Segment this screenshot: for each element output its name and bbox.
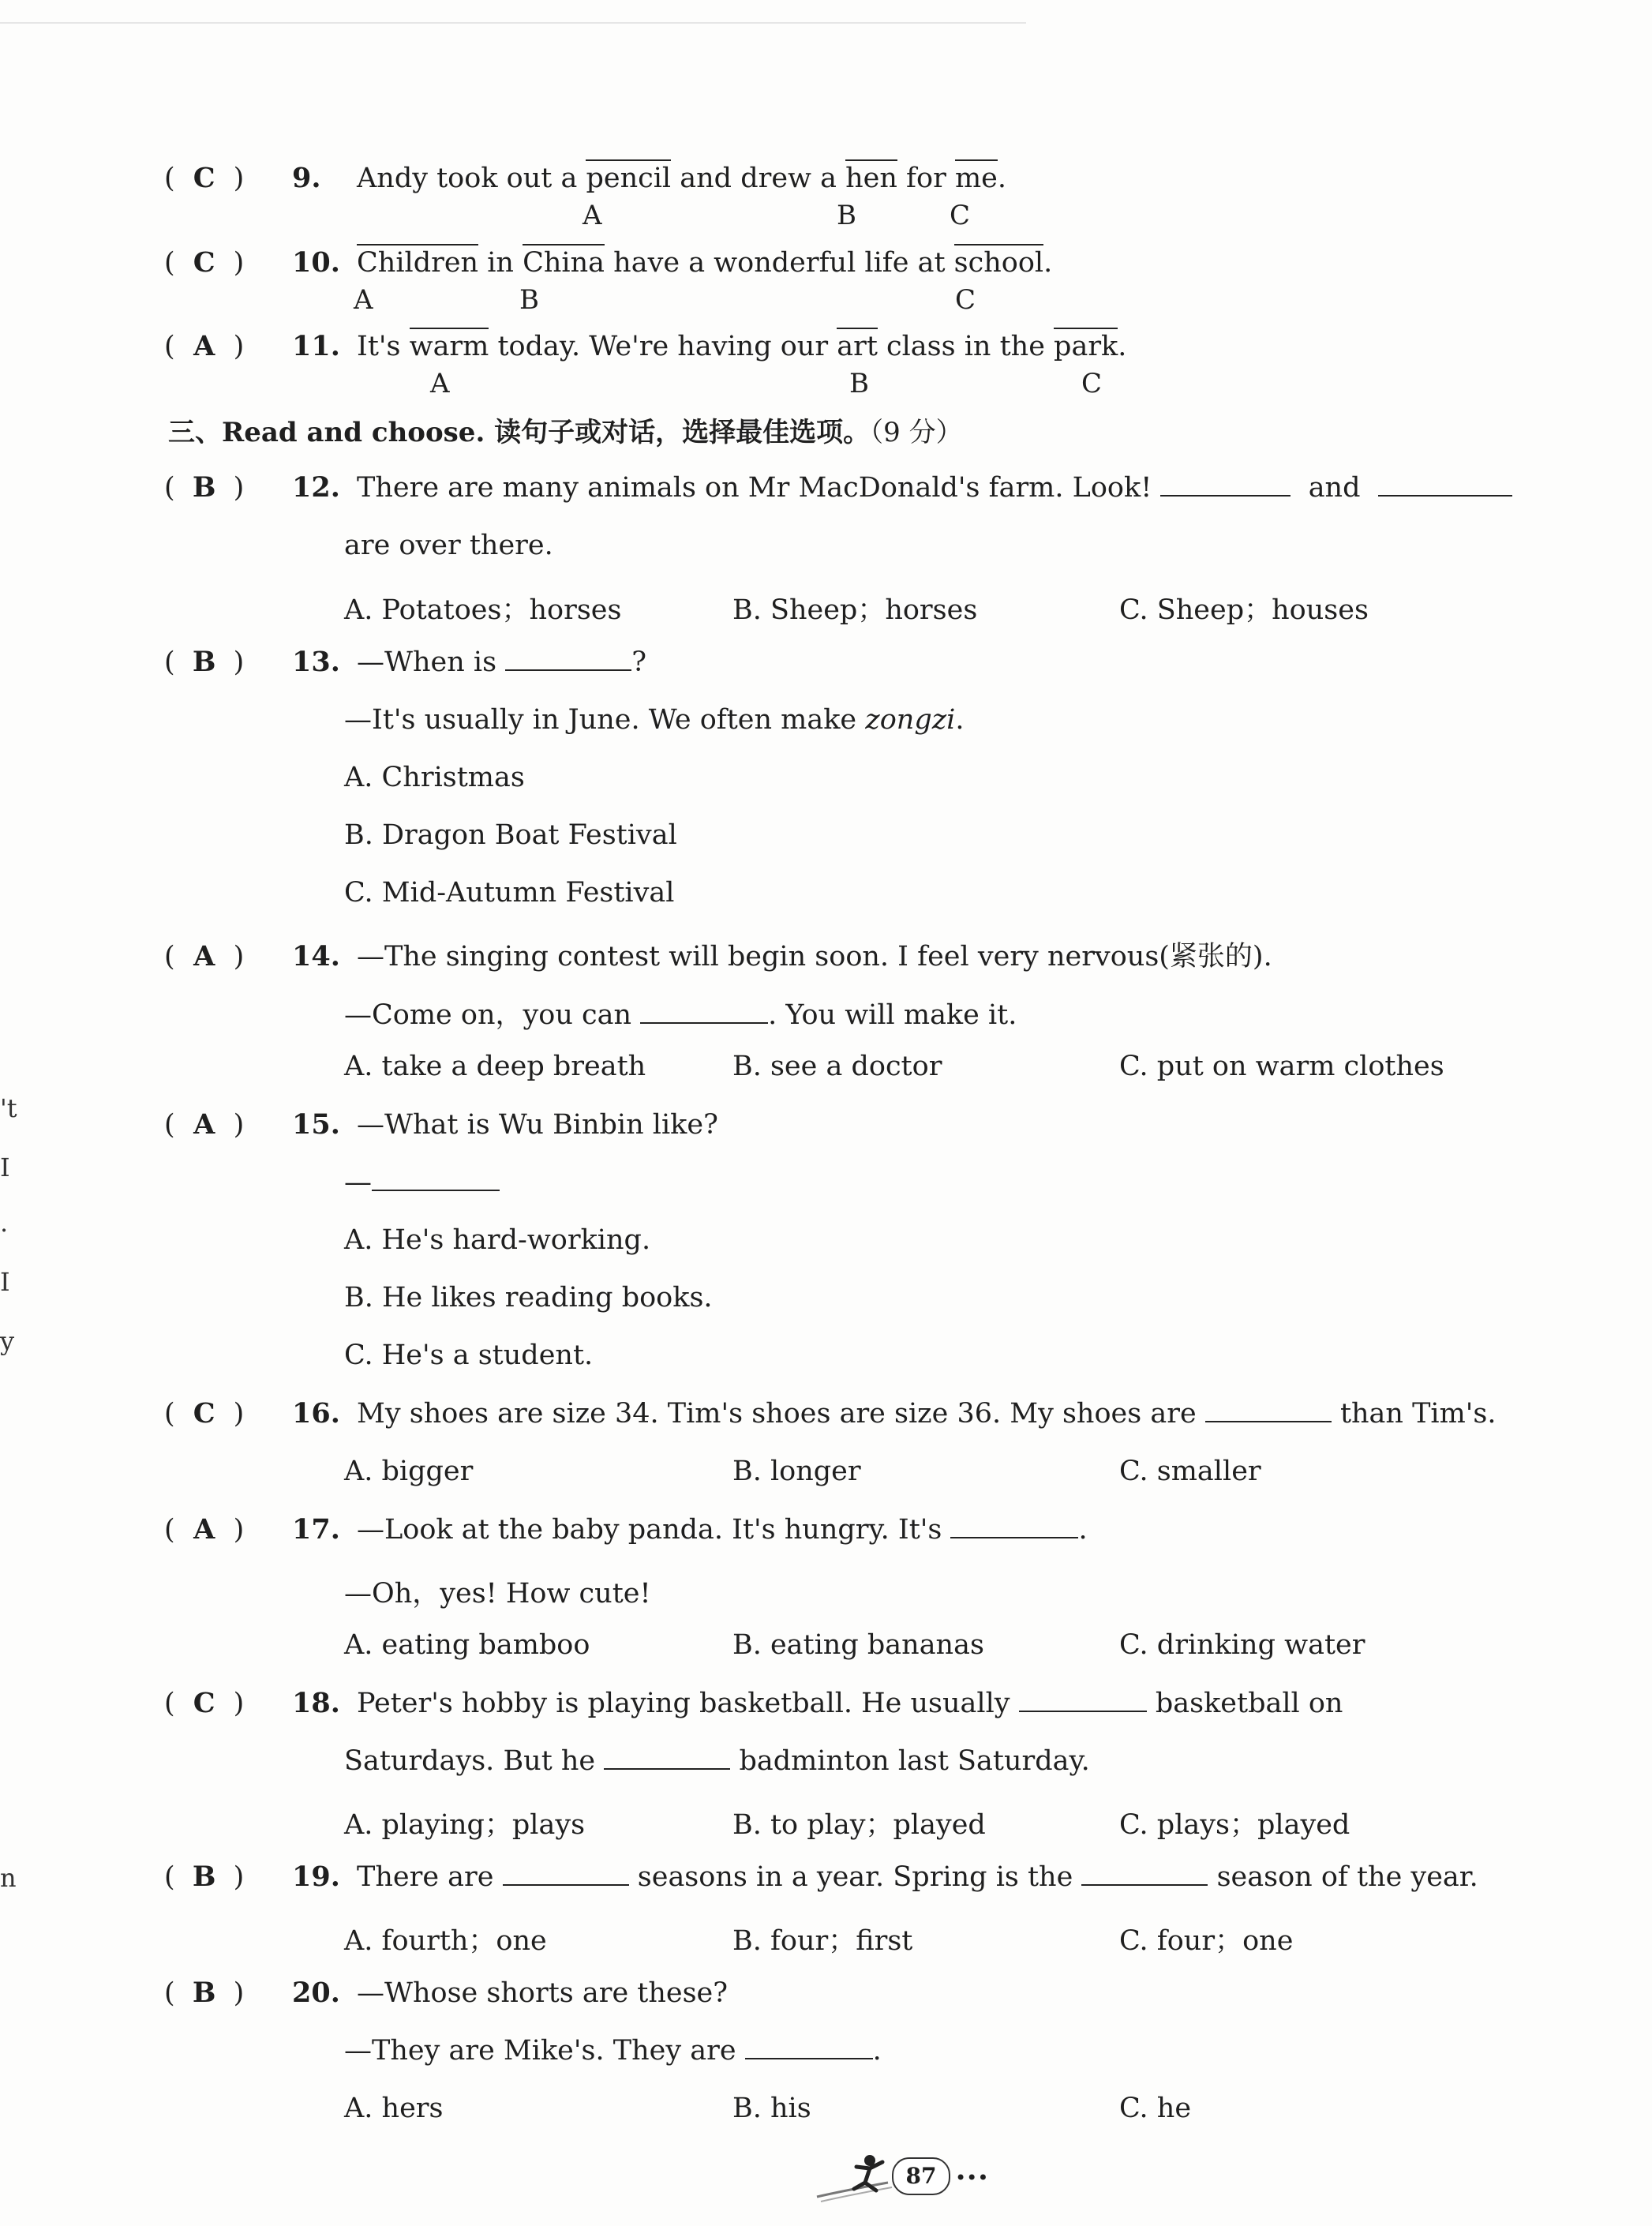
option-letter: A (430, 368, 450, 399)
text: It's (357, 331, 410, 362)
margin-fragment: . (0, 1208, 9, 1238)
option-c: C. he (1119, 2093, 1192, 2124)
margin-fragment: I (0, 1152, 10, 1182)
underlined-word-b: China (523, 247, 605, 279)
question-number: 17. (292, 1513, 340, 1546)
option-a: A. take a deep breath (344, 1051, 646, 1082)
text: for (897, 163, 955, 194)
question-number: 12. (292, 471, 340, 504)
question-text: There are many animals on Mr MacDonald's farm. Look! (357, 472, 1152, 504)
option-b: B. four；first (732, 1925, 913, 1957)
answer: C (193, 1687, 215, 1719)
option-letter: B (837, 200, 856, 231)
question-text: There are (357, 1861, 494, 1893)
answer: B (192, 471, 216, 504)
text: —Come on，you can (344, 999, 632, 1031)
decorative-dots: ••• (955, 2167, 989, 2189)
dialogue-line (344, 1167, 500, 1198)
text: Saturdays. But he (344, 1745, 596, 1777)
question-text-line (344, 1745, 1090, 1777)
text: . (1043, 247, 1053, 279)
answer: B (192, 1861, 216, 1893)
option-a: A. Potatoes；horses (344, 594, 622, 626)
text: . (955, 704, 965, 736)
option-letter: B (519, 284, 539, 316)
question-text: than Tim's. (1339, 1398, 1497, 1430)
option-a: A. fourth；one (344, 1925, 547, 1957)
answer-bracket: ( A ) (164, 1513, 245, 1546)
option-c: C. put on warm clothes (1119, 1051, 1444, 1082)
question-10 (164, 246, 1052, 279)
answer-blank (372, 1169, 500, 1191)
answer-blank (640, 1002, 768, 1024)
dialogue-line (344, 2035, 882, 2067)
question-11 (164, 330, 1126, 362)
page-footer (813, 2151, 1002, 2206)
option-a: A. Christmas (344, 762, 525, 793)
section-heading (168, 410, 963, 449)
answer: A (193, 940, 215, 972)
page-number: 87 (892, 2157, 950, 2195)
option-b: B. longer (732, 1456, 861, 1487)
answer: B (192, 646, 216, 678)
option-b: B. see a doctor (732, 1051, 942, 1082)
option-letter: A (354, 284, 373, 316)
answer: C (193, 246, 215, 279)
answer-blank (1205, 1400, 1332, 1422)
underlined-word-c: park (1054, 331, 1118, 362)
answer-blank (745, 2037, 873, 2059)
answer-blank (950, 1516, 1078, 1538)
section-score: （9 分） (870, 417, 963, 448)
question-text: Peter's hobby is playing basketball. He usually (357, 1688, 1010, 1719)
answer: A (193, 330, 215, 362)
option-a: A. bigger (344, 1456, 474, 1487)
option-letter: B (849, 368, 869, 399)
section-label: 三、Read and choose. (168, 417, 485, 448)
option-c: C. Mid-Autumn Festival (344, 877, 675, 909)
margin-fragment: I (0, 1267, 10, 1297)
question-text: —Whose shorts are these? (357, 1977, 729, 2009)
answer: A (193, 1513, 215, 1546)
question-text: ? (631, 646, 646, 678)
question-19 (164, 1861, 1478, 1893)
question-text: —Look at the baby panda. It's hungry. It's (357, 1514, 942, 1546)
underlined-word-a: pencil (586, 163, 672, 194)
dialogue-line: —Oh，yes! How cute! (344, 1578, 651, 1610)
question-16 (164, 1397, 1497, 1430)
question-number: 18. (292, 1687, 340, 1719)
question-14 (164, 935, 1272, 974)
text: —It's usually in June. We often make (344, 704, 866, 736)
text: and drew a (671, 163, 846, 194)
question-text: —When is (357, 646, 497, 678)
text: in (478, 247, 523, 279)
option-letter: A (583, 200, 602, 231)
option-c: C. smaller (1119, 1456, 1261, 1487)
answer-bracket: ( A ) (164, 940, 245, 972)
question-number: 14. (292, 940, 340, 972)
question-number: 19. (292, 1861, 340, 1893)
answer-blank (1378, 474, 1512, 497)
question-text: season of the year. (1216, 1861, 1478, 1893)
answer-bracket: ( C ) (164, 162, 245, 194)
underlined-word-b: hen (845, 163, 897, 194)
option-letter: C (955, 284, 976, 316)
answer-bracket: ( B ) (164, 646, 245, 678)
underlined-word-b: art (837, 331, 878, 362)
option-b: B. Dragon Boat Festival (344, 819, 677, 851)
question-text: and (1308, 472, 1361, 504)
answer-bracket: ( C ) (164, 246, 245, 279)
question-20 (164, 1977, 728, 2009)
answer: C (193, 162, 215, 194)
text: have a wonderful life at (605, 247, 954, 279)
question-12 (164, 471, 1512, 504)
question-18 (164, 1687, 1343, 1719)
text: . You will make it. (768, 999, 1017, 1031)
answer-blank (505, 649, 631, 671)
option-a: A. eating bamboo (344, 1629, 590, 1661)
question-number: 13. (292, 646, 340, 678)
margin-fragment: n (0, 1863, 17, 1893)
option-b: B. his (732, 2093, 811, 2124)
text: —They are Mike's. They are (344, 2035, 736, 2067)
question-text: —What is Wu Binbin like? (357, 1109, 718, 1141)
question-text: basketball on (1155, 1688, 1343, 1719)
question-text: —The singing contest will begin soon. I feel very nervous(紧张的). (357, 941, 1272, 972)
underlined-word-a: Children (357, 247, 479, 279)
underlined-word-a: warm (409, 331, 489, 362)
answer-bracket: ( B ) (164, 471, 245, 504)
option-c: C. four；one (1119, 1925, 1294, 1957)
question-text: . (1078, 1514, 1088, 1546)
text: class in the (877, 331, 1055, 362)
question-text: My shoes are size 34. Tim's shoes are size 36. My shoes are (357, 1398, 1197, 1430)
option-b: B. eating bananas (732, 1629, 984, 1661)
question-number: 9. (292, 162, 321, 194)
answer-blank (604, 1748, 730, 1770)
question-number: 20. (292, 1977, 340, 2009)
option-letter: C (1081, 368, 1103, 399)
option-c: C. drinking water (1119, 1629, 1365, 1661)
question-17 (164, 1513, 1088, 1546)
question-9 (164, 162, 1006, 194)
dialogue-line (344, 704, 965, 736)
option-c: C. He's a student. (344, 1340, 594, 1371)
option-b: B. to play；played (732, 1809, 986, 1841)
answer-bracket: ( C ) (164, 1397, 245, 1430)
question-text: seasons in a year. Spring is the (637, 1861, 1073, 1893)
answer-blank (503, 1864, 629, 1886)
question-15 (164, 1108, 718, 1141)
underlined-word-c: me (954, 163, 998, 194)
answer: A (193, 1108, 215, 1141)
section-instruction: 读句子或对话，选择最佳选项。 (494, 417, 871, 448)
option-b: B. Sheep；horses (732, 594, 978, 626)
option-b: B. He likes reading books. (344, 1282, 713, 1313)
text: today. We're having our (489, 331, 837, 362)
text: — (344, 1167, 372, 1198)
dialogue-line (344, 993, 1017, 1032)
text: Andy took out a (357, 163, 586, 194)
option-c: C. Sheep；houses (1119, 594, 1369, 626)
answer-bracket: ( C ) (164, 1687, 245, 1719)
option-letter: C (950, 200, 971, 231)
margin-fragment: 't (0, 1093, 17, 1123)
underlined-word-c: school (953, 247, 1044, 279)
question-number: 15. (292, 1108, 340, 1141)
question-13 (164, 646, 646, 678)
option-a: A. hers (344, 2093, 444, 2124)
answer-blank (1081, 1864, 1208, 1886)
text: . (1118, 331, 1127, 362)
answer-bracket: ( B ) (164, 1861, 245, 1893)
margin-fragment: y (0, 1326, 15, 1356)
text: . (997, 163, 1006, 194)
runner-logo-icon (813, 2151, 900, 2206)
answer-bracket: ( A ) (164, 330, 245, 362)
answer-bracket: ( B ) (164, 1977, 245, 2009)
text: . (872, 2035, 882, 2067)
answer: B (192, 1977, 216, 2009)
top-scan-edge (0, 22, 1026, 24)
answer-bracket: ( A ) (164, 1108, 245, 1141)
option-a: A. playing；plays (344, 1809, 586, 1841)
text: badminton last Saturday. (739, 1745, 1090, 1777)
question-number: 10. (292, 246, 340, 279)
question-number: 16. (292, 1397, 340, 1430)
answer-blank (1019, 1690, 1147, 1712)
option-a: A. He's hard-working. (344, 1224, 651, 1256)
option-c: C. plays；played (1119, 1809, 1350, 1841)
answer: C (193, 1397, 215, 1430)
question-text: are over there. (344, 530, 553, 561)
answer-blank (1160, 474, 1291, 497)
question-number: 11. (292, 330, 340, 362)
italic-word: zongzi (865, 704, 956, 736)
